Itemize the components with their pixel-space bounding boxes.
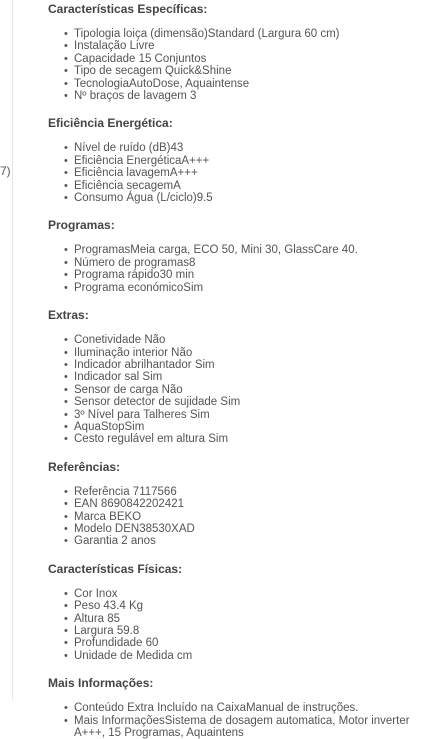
list-item: • Cesto regulável em altura Sim <box>64 433 229 446</box>
bullet-icon: • <box>64 420 68 433</box>
bullet-icon: • <box>64 383 68 396</box>
bullet-icon: • <box>64 587 68 600</box>
list-item: • Nível de ruído (dB)43 <box>64 142 184 155</box>
left-panel-divider <box>12 0 13 700</box>
list-item: • Sensor detector de sujidade Sim <box>64 396 241 409</box>
spec-list <box>48 244 429 294</box>
bullet-icon: • <box>64 408 68 421</box>
bullet-icon: • <box>64 256 68 269</box>
list-item: • Largura 59.8 <box>64 625 140 637</box>
bullet-icon: • <box>64 154 68 167</box>
list-item: • Garantia 2 anos <box>64 535 156 548</box>
bullet-icon: • <box>64 485 68 498</box>
list-item: • Marca BEKO <box>64 510 142 523</box>
list-item: • Capacidade 15 Conjuntos <box>64 52 207 65</box>
list-item: • AquaStopSim <box>64 420 145 433</box>
spec-list <box>48 142 429 204</box>
bullet-icon: • <box>64 142 68 155</box>
list-item: • Conteúdo Extra Incluído na CaixaManual de instruções. <box>64 702 359 715</box>
list-item: • Referência 7117566 <box>64 485 177 498</box>
section-title: Extras: <box>48 308 89 323</box>
list-item: • Cor Inox <box>64 587 118 600</box>
bullet-icon: • <box>64 625 68 637</box>
list-item: • Eficiência lavagemA+++ <box>64 167 198 180</box>
section-title: Programas: <box>48 218 115 233</box>
bullet-icon: • <box>64 244 68 257</box>
bullet-icon: • <box>64 510 68 523</box>
list-item: • Consumo Água (L/ciclo)9.5 <box>64 192 213 205</box>
list-item: • ProgramasMeia carga, ECO 50, Mini 30, GlassCare 40. <box>64 244 358 257</box>
bullet-icon: • <box>64 167 68 180</box>
bullet-icon: • <box>64 346 68 359</box>
list-item: • Profundidade 60 <box>64 637 159 650</box>
bullet-icon: • <box>64 28 68 40</box>
left-panel-text-fragment: 7) <box>0 164 11 178</box>
bullet-icon: • <box>64 522 68 535</box>
list-item: • Unidade de Medida cm <box>64 649 193 662</box>
bullet-icon: • <box>64 637 68 650</box>
bullet-icon: • <box>64 702 68 715</box>
bullet-icon: • <box>64 77 68 90</box>
product-specifications <box>48 0 429 739</box>
bullet-icon: • <box>64 281 68 294</box>
list-item: • Conetividade Não <box>64 334 166 347</box>
list-item: • Nº braços de lavagem 3 <box>64 90 197 103</box>
section-title: Eficiência Energética: <box>48 116 173 131</box>
bullet-icon: • <box>64 535 68 548</box>
list-item: • Programa rápido30 min <box>64 269 195 282</box>
list-item: • Eficiência EnergéticaA+++ <box>64 154 210 167</box>
bullet-icon: • <box>64 396 68 409</box>
bullet-icon: • <box>64 612 68 625</box>
bullet-icon: • <box>64 433 68 446</box>
bullet-icon: • <box>64 179 68 192</box>
list-item: • Mais InformaçõesSistema de dosagem automatica, Motor inverter A+++, 15 Programas, Aquaintens <box>64 714 410 739</box>
section-title: Características Físicas: <box>48 561 183 576</box>
bullet-icon: • <box>64 371 68 384</box>
bullet-icon: • <box>64 40 68 53</box>
list-item: • Tipo de secagem Quick&Shine <box>64 65 232 78</box>
list-item: • Sensor de carga Não <box>64 383 183 396</box>
bullet-icon: • <box>64 334 68 347</box>
spec-list <box>48 702 429 739</box>
list-item: • Programa económicoSim <box>64 281 204 294</box>
section-title: Características Específicas: <box>48 2 208 16</box>
spec-list <box>48 486 429 548</box>
list-item: • 3º Nível para Talheres Sim <box>64 408 210 421</box>
list-item: • Altura 85 <box>64 612 121 625</box>
spec-list <box>48 334 429 446</box>
section-mais-informacoes <box>48 674 429 739</box>
section-programas <box>48 216 429 306</box>
bullet-icon: • <box>64 52 68 65</box>
bullet-icon: • <box>64 358 68 371</box>
bullet-icon: • <box>64 649 68 662</box>
spec-list <box>48 588 429 662</box>
bullet-icon: • <box>64 192 68 205</box>
list-item: • TecnologiaAutoDose, Aquaintense <box>64 77 250 90</box>
list-item: • Número de programas8 <box>64 256 196 269</box>
list-item: • Indicador sal Sim <box>64 371 163 384</box>
bullet-icon: • <box>64 498 68 511</box>
bullet-icon: • <box>64 90 68 103</box>
list-item: • Indicador abrilhantador Sim <box>64 358 215 371</box>
section-title: Referências: <box>48 459 121 474</box>
section-extras <box>48 306 429 458</box>
bullet-icon: • <box>64 65 68 78</box>
bullet-icon: • <box>64 714 68 727</box>
section-referencias <box>48 458 429 560</box>
bullet-icon: • <box>64 600 68 613</box>
list-item: • Iluminação interior Não <box>64 346 193 359</box>
section-title: Mais Informações: <box>48 676 154 691</box>
list-item: • Modelo DEN38530XAD <box>64 522 195 535</box>
list-item: • Eficiência secagemA <box>64 179 181 192</box>
list-item: • Tipologia loiça (dimensão)Standard (Largura 60 cm) <box>64 28 340 40</box>
list-item: • Instalação Livre <box>64 40 155 53</box>
spec-list <box>48 28 429 102</box>
section-caracteristicas-especificas <box>48 0 429 114</box>
bullet-icon: • <box>64 269 68 282</box>
list-item: • Peso 43.4 Kg <box>64 600 144 613</box>
section-caracteristicas-fisicas <box>48 560 429 674</box>
section-eficiencia-energetica <box>48 114 429 216</box>
list-item: • EAN 8690842202421 <box>64 498 184 511</box>
